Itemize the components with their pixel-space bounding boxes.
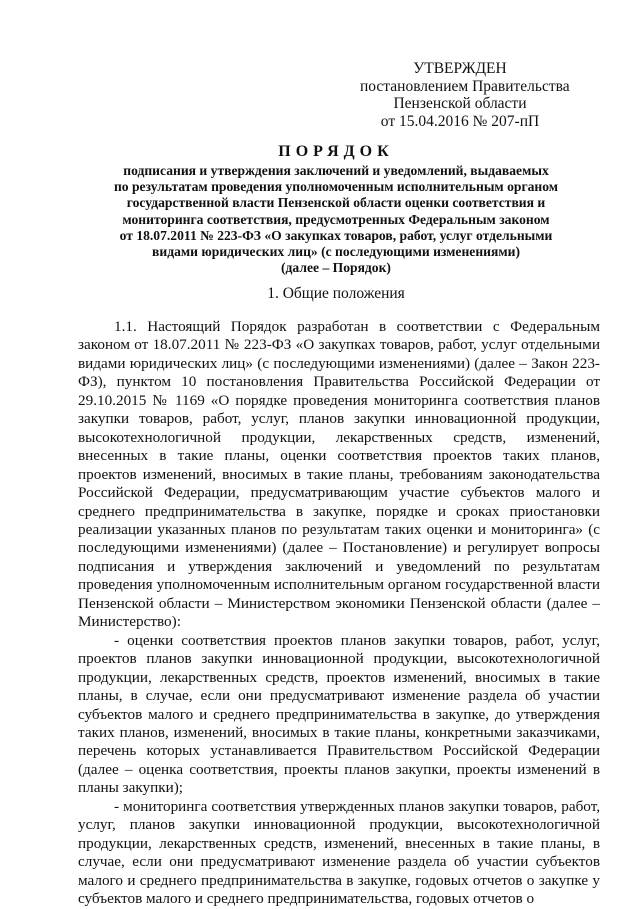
paragraph-1-1: 1.1. Настоящий Порядок разработан в соответствии с Федеральным законом от 18.07.2011 № 223-ФЗ «О закупках товаров, работ, услуг отдельными видами юридических лиц» (с последующими изменениями) (далее – Закон 223-ФЗ), пунктом 10 постановления Правительства Российской Федерации от 29.10.2015 № 1169 «О порядке проведения мониторинга соответствия планов закупки товаров, работ, услуг, планов закупки инновационной продукции, высокотехнологичной продукции, лекарственных средств, изменений, внесенных в такие планы, оценки соответствия проектов таких планов, проектов изменений, вносимых в такие планы, требованиям законодательства Российской Федерации, предусматривающим участие субъектов малого и среднего предпринимательства в закупке, порядке и сроках приостановки реализации указанных планов по результатам таких оценки и мониторинга» (с последующими изменениями) (далее – Постановление) и регулирует вопросы подписания и утверждения заключений и уведомлений по результатам проведения уполномоченным исполнительным органом государственной власти Пензенской области – Министерством экономики Пензенской области (далее – Министерство):: [78, 318, 600, 631]
paragraph-conformity-assessment: - оценки соответствия проектов планов закупки товаров, работ, услуг, проектов планов закупки инновационной продукции, высокотехнологичной продукции, лекарственных средств, проектов изменений, вносимых в такие планы, в случае, если они предусматривают изменение раздела об участии субъектов малого и среднего предпринимательства в закупке, до утверждения таких планов, изменений, вносимых в такие планы, конкретными заказчиками, перечень которых устанавливается Правительством Российской Федерации (далее – оценка соответствия, проекты планов закупки, проекты изменений в планы закупки);: [78, 631, 600, 797]
subtitle-line: по результатам проведения уполномоченным исполнительным органом: [113, 179, 559, 195]
document-title-block: [70, 142, 602, 276]
document-subtitle: [70, 163, 602, 276]
approval-line-approved: УТВЕРЖДЕН: [413, 60, 507, 77]
subtitle-line: подписания и утверждения заключений и уведомлений, выдаваемых: [123, 163, 549, 178]
subtitle-line: от 18.07.2011 № 223-ФЗ «О закупках товаров, работ, услуг отдельными: [119, 227, 553, 243]
approval-line-resolution: постановлением Правительства: [360, 77, 570, 95]
paragraph-monitoring: - мониторинга соответствия утвержденных планов закупки товаров, работ, услуг, планов закупки инновационной продукции, высокотехнологичной продукции, лекарственных средств, изменений, внесенных в такие планы, в случае, если они предусматривают изменение раздела об участии субъектов малого и среднего предпринимательства в закупке, годовых отчетов о закупке у субъектов малого и среднего предпринимательства, годовых отчетов о: [78, 797, 600, 908]
approval-line-date-number: от 15.04.2016 № 207-пП: [380, 112, 540, 130]
subtitle-line: мониторинга соответствия, предусмотренных Федеральным законом: [122, 211, 550, 227]
document-title: ПОРЯДОК: [278, 143, 394, 160]
subtitle-line: (далее – Порядок): [281, 260, 391, 276]
approval-line-region: Пензенской области: [393, 95, 527, 112]
approval-stamp-block: [360, 60, 570, 130]
section-body: [78, 318, 600, 909]
section-heading: 1. Общие положения: [267, 285, 405, 302]
subtitle-line: видами юридических лиц» (с последующими изменениями): [152, 244, 520, 260]
subtitle-line: государственной власти Пензенской области оценки соответствия и: [126, 195, 546, 211]
